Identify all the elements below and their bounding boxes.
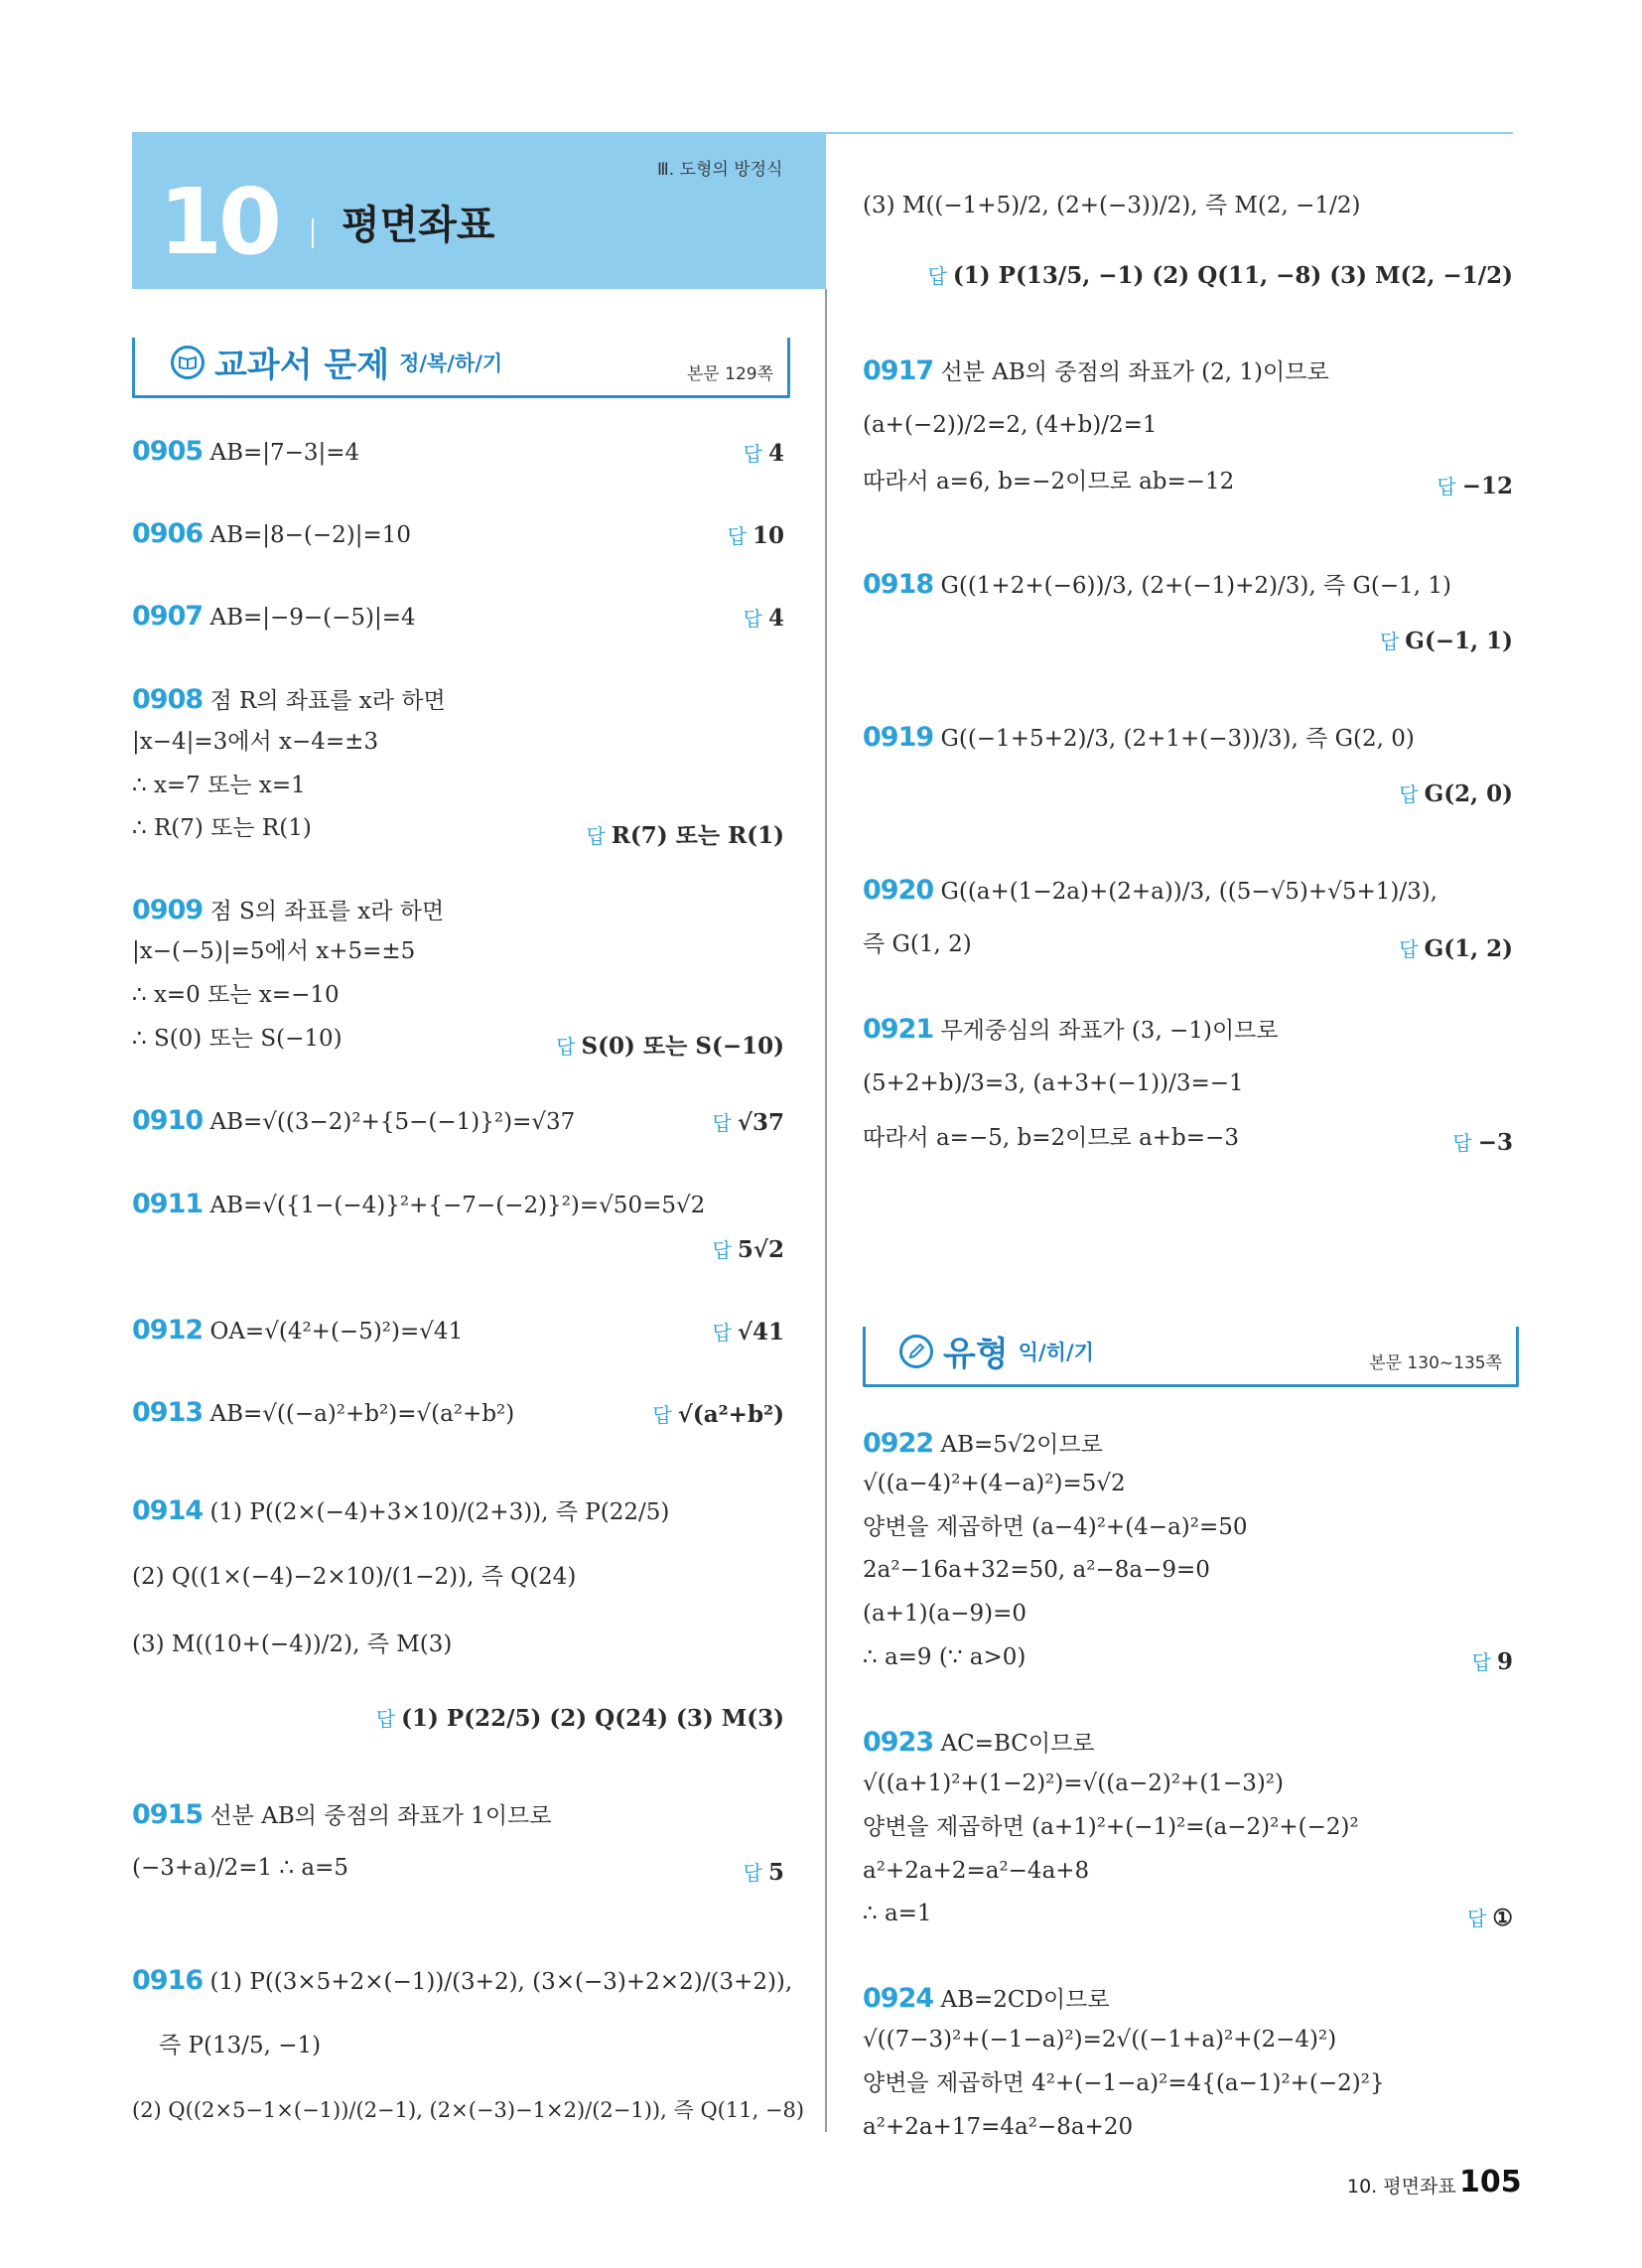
answer: 답 (1) P(22/5) (2) Q(24) (3) M(3) (375, 1705, 784, 1732)
solution-line: a²+2a+2=a²−4a+8 (863, 1858, 1090, 1884)
solution-line: (2) Q((2×5−1×(−1))/(2−1), (2×(−3)−1×2)/(2−1)), 즉 Q(11, −8) (132, 2098, 805, 2122)
answer-label: 답 (1437, 475, 1456, 498)
answer-label: 답 (712, 1238, 732, 1262)
type-subtitle: 익/히/기 (1018, 1340, 1094, 1364)
problem-number: 0915 (132, 1799, 204, 1830)
type-problems-box (863, 1327, 1519, 1387)
solution-line: 0910 AB=√((3−2)²+{5−(−1)}²)=√37 (132, 1105, 576, 1136)
problem-number: 0924 (863, 1983, 934, 2014)
answer-label: 답 (1399, 937, 1419, 961)
answer-label: 답 (743, 607, 762, 631)
top-rule (826, 132, 1513, 134)
answer-label: 답 (1467, 1907, 1487, 1930)
answer: 답 √(a²+b²) (652, 1401, 784, 1428)
solution-line: 따라서 a=6, b=−2이므로 ab=−12 (863, 469, 1235, 495)
answer-label: 답 (586, 824, 606, 848)
chapter-title: 평면좌표 (342, 203, 495, 248)
problem-number: 0921 (863, 1014, 934, 1045)
textbook-subtitle: 정/복/하/기 (399, 351, 503, 375)
answer: 답 10 (727, 522, 784, 549)
answer: 답 G(1, 2) (1399, 935, 1513, 962)
problem-number: 0914 (132, 1495, 204, 1526)
solution-line: 0923 AC=BC이므로 (863, 1727, 1095, 1758)
problem-number: 0918 (863, 569, 934, 600)
solution-line: 0905 AB=|7−3|=4 (132, 436, 360, 467)
problem-number: 0922 (863, 1428, 934, 1459)
problem-number: 0912 (132, 1315, 204, 1346)
solution-line: 0921 무게중심의 좌표가 (3, −1)이므로 (863, 1014, 1279, 1045)
chapter-divider (312, 218, 314, 248)
answer: 답 ① (1467, 1905, 1513, 1931)
solution-line: |x−(−5)|=5에서 x+5=±5 (132, 938, 416, 964)
problem-number: 0913 (132, 1397, 204, 1428)
answer-label: 답 (1379, 630, 1400, 653)
solution-line: a²+2a+17=4a²−8a+20 (863, 2114, 1134, 2140)
answer-label: 답 (1471, 1650, 1491, 1674)
solution-line: 0914 (1) P((2×(−4)+3×10)/(2+3)), 즉 P(22/5) (132, 1495, 670, 1526)
answer: 답 9 (1471, 1648, 1513, 1675)
pencil-note-icon (899, 1335, 933, 1368)
answer: 답 √37 (712, 1109, 784, 1136)
problem-number: 0911 (132, 1189, 204, 1219)
solution-line: 2a²−16a+32=50, a²−8a−9=0 (863, 1557, 1210, 1583)
answer: 답 4 (743, 440, 784, 467)
solution-line: 양변을 제곱하면 4²+(−1−a)²=4{(a−1)²+(−2)²} (863, 2070, 1385, 2096)
problem-number: 0920 (863, 875, 934, 906)
answer-label: 답 (927, 264, 947, 288)
problem-number: 0905 (132, 436, 204, 467)
solution-line: ∴ a=9 (∵ a>0) (863, 1644, 1026, 1670)
answer: 답 G(2, 0) (1399, 780, 1513, 807)
solution-line: 0918 G((1+2+(−6))/3, (2+(−1)+2)/3), 즉 G(−1, 1) (863, 569, 1452, 600)
solution-line: ∴ R(7) 또는 R(1) (132, 815, 312, 841)
textbook-title: 교과서 문제 (214, 346, 390, 385)
solution-line: 0920 G((a+(1−2a)+(2+a))/3, ((5−√5)+√5+1)/3), (863, 875, 1437, 906)
solution-line: ∴ a=1 (863, 1901, 932, 1926)
answer: 답 (1) P(13/5, −1) (2) Q(11, −8) (3) M(2, −1/2) (927, 262, 1513, 289)
solution-line: ∴ x=7 또는 x=1 (132, 773, 306, 798)
answer: 답 R(7) 또는 R(1) (586, 822, 784, 849)
textbook-ref: 본문 129쪽 (686, 364, 773, 384)
solution-line: 즉 P(13/5, −1) (159, 2033, 322, 2058)
solution-line: 0909 점 S의 좌표를 x라 하면 (132, 895, 445, 925)
answer: 답 5 (743, 1859, 784, 1886)
textbook-problems-box (132, 338, 790, 398)
problem-number: 0923 (863, 1727, 934, 1758)
solution-line: (3) M((−1+5)/2, (2+(−3))/2), 즉 M(2, −1/2) (863, 193, 1361, 218)
page-number: 105 (1459, 2165, 1522, 2199)
answer: 답 4 (743, 605, 784, 632)
answer: 답 S(0) 또는 S(−10) (556, 1033, 784, 1060)
chapter-number: 10 (159, 169, 279, 275)
solution-line: (5+2+b)/3=3, (a+3+(−1))/3=−1 (863, 1070, 1244, 1096)
answer: 답 5√2 (712, 1236, 784, 1263)
solution-line: 0908 점 R의 좌표를 x라 하면 (132, 684, 446, 715)
solution-line: 0924 AB=2CD이므로 (863, 1983, 1110, 2014)
section-label: Ⅲ. 도형의 방정식 (657, 160, 783, 180)
footer-chapter-label: 10. 평면좌표 (1347, 2176, 1456, 2197)
answer-label: 답 (727, 524, 747, 548)
answer-label: 답 (712, 1321, 732, 1345)
solution-line: 0916 (1) P((3×5+2×(−1))/(3+2), (3×(−3)+2×2)/(3+2)), (132, 1965, 793, 1996)
solution-line: (−3+a)/2=1 ∴ a=5 (132, 1855, 348, 1881)
answer-label: 답 (1452, 1131, 1472, 1155)
solution-line: (a+1)(a−9)=0 (863, 1601, 1027, 1627)
solution-line: (2) Q((1×(−4)−2×10)/(1−2)), 즉 Q(24) (132, 1564, 577, 1590)
answer-label: 답 (743, 442, 762, 466)
solution-line: 0922 AB=5√2이므로 (863, 1428, 1103, 1459)
solution-line: 0919 G((−1+5+2)/3, (2+1+(−3))/3), 즉 G(2, 0) (863, 722, 1415, 753)
answer: 답 −3 (1452, 1129, 1513, 1156)
book-icon (171, 346, 205, 379)
answer-label: 답 (1399, 782, 1419, 806)
solution-line: 양변을 제곱하면 (a+1)²+(−1)²=(a−2)²+(−2)² (863, 1814, 1359, 1840)
type-ref: 본문 130~135쪽 (1369, 1353, 1502, 1373)
answer-label: 답 (712, 1111, 732, 1135)
solution-line: (a+(−2))/2=2, (4+b)/2=1 (863, 412, 1158, 438)
answer-label: 답 (743, 1861, 762, 1885)
solution-line: |x−4|=3에서 x−4=±3 (132, 729, 379, 755)
solution-line: 0907 AB=|−9−(−5)|=4 (132, 601, 416, 632)
problem-number: 0916 (132, 1965, 204, 1996)
answer-label: 답 (652, 1403, 672, 1427)
solution-line: √((a+1)²+(1−2)²)=√((a−2)²+(1−3)²) (863, 1771, 1284, 1796)
solution-line: 0911 AB=√({1−(−4)}²+{−7−(−2)}²)=√50=5√2 (132, 1189, 706, 1219)
solution-line: 0915 선분 AB의 중점의 좌표가 1이므로 (132, 1799, 552, 1830)
solution-line: √((a−4)²+(4−a)²)=5√2 (863, 1471, 1126, 1496)
solution-line: √((7−3)²+(−1−a)²)=2√((−1+a)²+(2−4)²) (863, 2027, 1337, 2053)
problem-number: 0907 (132, 601, 204, 632)
solution-line: 0913 AB=√((−a)²+b²)=√(a²+b²) (132, 1397, 515, 1428)
answer: 답 −12 (1437, 473, 1513, 499)
solution-line: 0917 선분 AB의 중점의 좌표가 (2, 1)이므로 (863, 355, 1329, 386)
solution-line: 0912 OA=√(4²+(−5)²)=√41 (132, 1315, 464, 1346)
problem-number: 0917 (863, 355, 934, 386)
problem-number: 0910 (132, 1105, 204, 1136)
answer: 답 √41 (712, 1319, 784, 1346)
solution-line: ∴ x=0 또는 x=−10 (132, 982, 340, 1008)
solution-line: (3) M((10+(−4))/2), 즉 M(3) (132, 1631, 453, 1657)
type-title: 유형 (943, 1335, 1009, 1374)
column-divider (825, 289, 827, 2132)
solution-line: 0906 AB=|8−(−2)|=10 (132, 518, 412, 549)
solution-line: ∴ S(0) 또는 S(−10) (132, 1026, 342, 1052)
problem-number: 0909 (132, 895, 204, 925)
solution-line: 즉 G(1, 2) (863, 931, 972, 957)
problem-number: 0908 (132, 684, 204, 715)
problem-number: 0906 (132, 518, 204, 549)
answer-label: 답 (375, 1707, 396, 1731)
answer-label: 답 (556, 1035, 576, 1059)
solution-line: 따라서 a=−5, b=2이므로 a+b=−3 (863, 1125, 1239, 1151)
solution-line: 양변을 제곱하면 (a−4)²+(4−a)²=50 (863, 1514, 1248, 1540)
answer: 답 G(−1, 1) (1379, 628, 1513, 654)
problem-number: 0919 (863, 722, 934, 753)
